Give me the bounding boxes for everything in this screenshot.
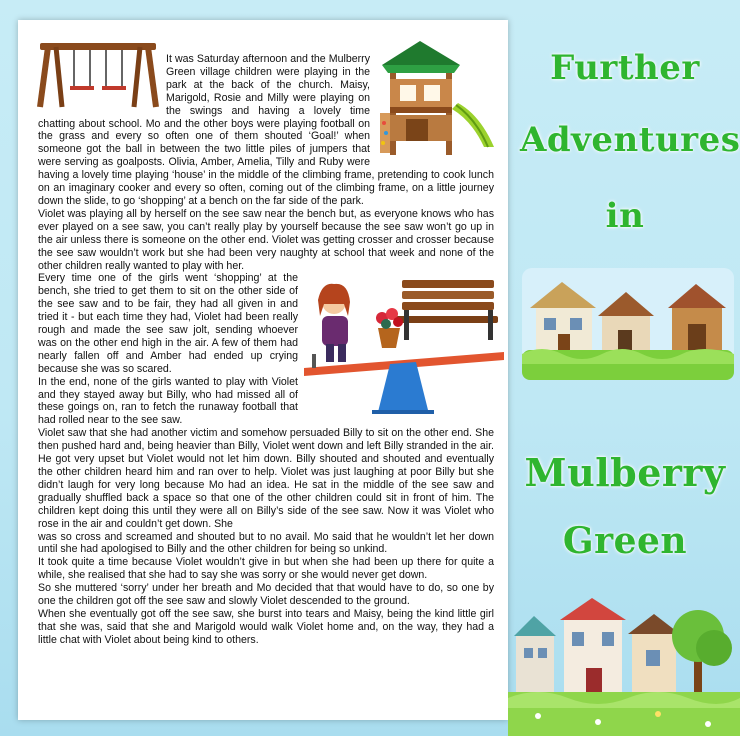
story-paragraph: Violet was playing all by herself on the see saw near the bench but, as everyone knows who has ever played on a see saw, you can’t really play by yourself because the see saw won’t go up in the air unless there is someone on the other end. Violet was getting crosser and crosser because the see saw wouldn’t work but she had been very naughty at school that week and none of the other children really wanted to play with her.: [38, 207, 494, 272]
climbing-frame-icon: [376, 35, 500, 163]
flower-pot-icon: [376, 308, 403, 348]
park-bench-icon: [396, 280, 498, 340]
story-page: [18, 20, 508, 720]
title-line: in: [605, 196, 645, 236]
title-line: Green: [562, 520, 688, 562]
see-saw-scene: [304, 276, 504, 416]
story-paragraph: So she muttered ‘sorry’ under her breath and Mo decided that that would have to do, so one by one the children got off the see saw and slowly Violet descended to the ground.: [38, 582, 494, 608]
story-paragraph: Violet saw that she had another victim and somehow persuaded Billy to sit on the other end. She then pushed hard and, being heavier than Billy, Violet went down and left Billy stranded in the air. He got very upset but Violet would not let him down. Billy shouted and shouted and eventually the other children heard him and ran over to help. Violet was just laughing at poor Billy but she didn’t laugh for very long because Mo had an idea. He sat in the middle of the see saw and gradually shuffled back a space so that one of the other children could sit in front of him. The children kept doing this until they were all on Billy’s side of the see saw. Now it was Violet who rose in the air and couldn’t get down. She: [38, 427, 494, 530]
story-paragraph: Every time one of the girls went ‘shopping’ at the bench, she tried to get them to sit on the other side of the see saw and to be fair, they had all given in and tried it - but each time they had, Violet had been really rough and made the see saw jolt, sending whoever was on the other end high in the air. A few of them had nearly fallen off and Amber had ended up crying because she was so scared.: [38, 272, 298, 375]
story-paragraph: It was Saturday afternoon and the Mulberry Green village children were playing in the park at the back of the church. Maisy, Marigold, Rosie and Milly were playing on the swings and having a lovely time chatting about school. Mo and the other boys were playing football on the grass and every so often one of them shouted ‘Goal!’ when someone got the ball in between the two little piles of jumpers that were serving as goalposts. Olivia, Amber, Amelia, Tilly and Ruby were having a lovely time playing ‘house’ in the middle of the climbing frame, pretending to cook lunch on an imaginary cooker and every so often, coming out of the climbing frame, on a little journey down the slide, to go ‘shopping’ at a bench on the far side of the park.: [38, 53, 494, 207]
story-paragraph: It took quite a time because Violet wouldn’t give in but when she had been up there for quite a while, she realised that she had to say she was sorry or she would never get down.: [38, 556, 494, 582]
title-line: Further: [550, 48, 700, 88]
village-street-icon: [508, 576, 740, 736]
story-text: [38, 53, 494, 647]
title-line: Adventures: [520, 120, 740, 160]
girl-on-see-saw-icon: [318, 284, 350, 362]
story-paragraph: was so cross and screamed and shouted but to no avail. Mo said that he wouldn’t let her down until she had apologised to Billy and the other children for being so unkind.: [38, 530, 494, 556]
title-line: Mulberry: [524, 450, 726, 495]
story-paragraph: In the end, none of the girls wanted to play with Violet and they stayed away but Billy, who had missed all of these goings on, ran to fetch the runaway football that had rolled near to the see saw.: [38, 375, 298, 427]
swing-set-icon: [36, 37, 160, 109]
story-paragraph: When she eventually got off the see saw, she burst into tears and Maisy, being the kind little girl that she was, said that she and Marigold would walk Violet home and, on the way, they had a little chat with Violet about being kind to others.: [38, 607, 494, 646]
village-houses-icon: [522, 268, 734, 380]
